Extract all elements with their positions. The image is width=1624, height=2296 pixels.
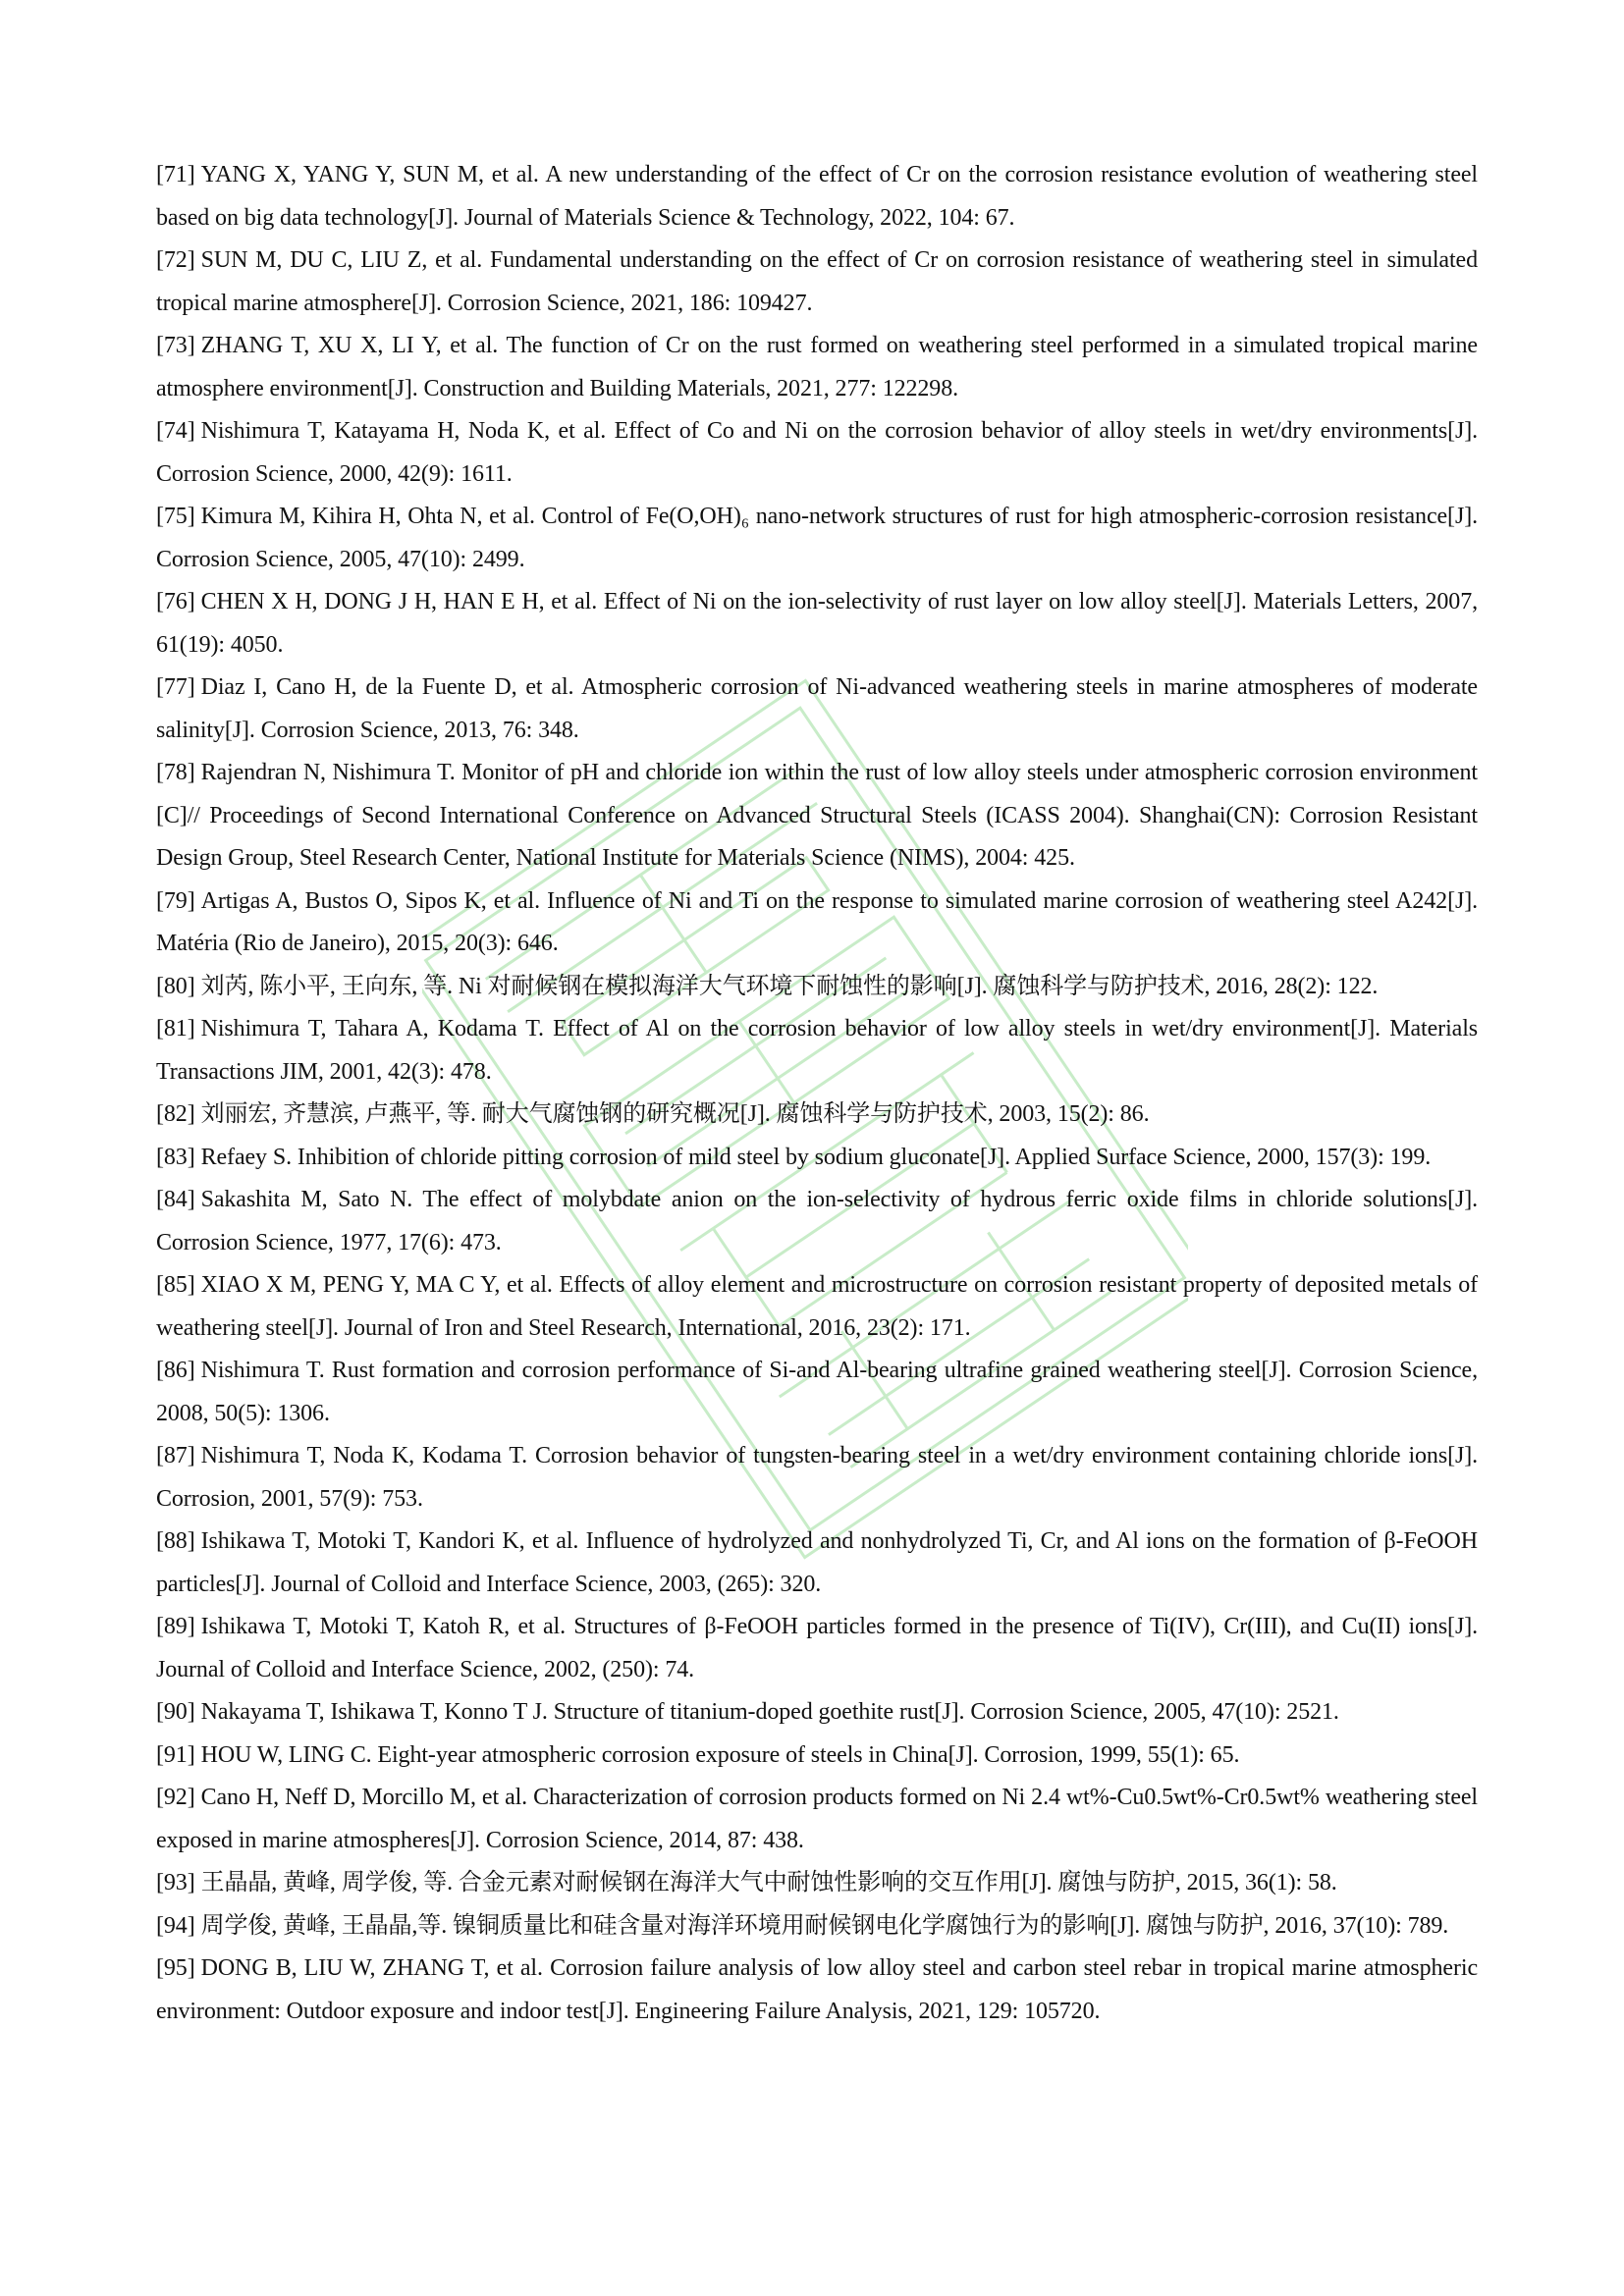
reference-text: HOU W, LING C. Eight-year atmospheric corrosion exposure of steels in China[J]. Corrosion, 1999, 55(1): 65.	[200, 1741, 1240, 1768]
reference-entry	[156, 1735, 1478, 1778]
reference-number: [73]	[156, 333, 195, 358]
reference-entry	[156, 1777, 1478, 1862]
reference-entry	[156, 1606, 1478, 1691]
reference-text: 周学俊, 黄峰, 王晶晶,等. 镍铜质量比和硅含量对海洋环境用耐候钢电化学腐蚀行为的影响[J]. 腐蚀与防护, 2016, 37(10): 789.	[200, 1912, 1449, 1939]
reference-number: [76]	[156, 589, 195, 614]
reference-entry	[156, 1264, 1478, 1350]
reference-text: Diaz I, Cano H, de la Fuente D, et al. Atmospheric corrosion of Ni-advanced weathering steels in marine atmospheres of moderate salinity[J]. Corrosion Science, 2013, 76: 348.	[156, 674, 1478, 743]
reference-text: Ishikawa T, Motoki T, Kandori K, et al. Influence of hydrolyzed and nonhydrolyzed Ti, Cr, and Al ions on the formation of β-FeOOH particles[J]. Journal of Colloid and Interface Science, 2003, (265): 320.	[156, 1528, 1478, 1597]
reference-entry	[156, 410, 1478, 496]
reference-number: [95]	[156, 1955, 195, 1981]
reference-number: [81]	[156, 1016, 195, 1041]
reference-text: Nakayama T, Ishikawa T, Konno T J. Structure of titanium-doped goethite rust[J]. Corrosion Science, 2005, 47(10): 2521.	[200, 1699, 1339, 1725]
reference-text: DONG B, LIU W, ZHANG T, et al. Corrosion failure analysis of low alloy steel and carbon steel rebar in tropical marine atmospheric environment: Outdoor exposure and indoor test[J]. Engineering Failure Analysis, 2021, 129: 105720.	[156, 1955, 1478, 2024]
reference-entry	[156, 325, 1478, 410]
reference-number: [75]	[156, 504, 195, 529]
reference-text: 刘丽宏, 齐慧滨, 卢燕平, 等. 耐大气腐蚀钢的研究概况[J]. 腐蚀科学与防护技术, 2003, 15(2): 86.	[200, 1101, 1150, 1127]
reference-number: [85]	[156, 1272, 195, 1298]
reference-number: [72]	[156, 247, 195, 273]
reference-entry	[156, 1137, 1478, 1180]
reference-entry	[156, 496, 1478, 581]
reference-entry	[156, 881, 1478, 966]
reference-entry	[156, 1862, 1478, 1905]
reference-entry	[156, 752, 1478, 881]
reference-text: Nishimura T. Rust formation and corrosion performance of Si-and Al-bearing ultrafine grained weathering steel[J]. Corrosion Science, 2008, 50(5): 1306.	[156, 1358, 1478, 1426]
reference-number: [71]	[156, 162, 195, 187]
reference-entry	[156, 1948, 1478, 2033]
reference-text: ZHANG T, XU X, LI Y, et al. The function of Cr on the rust formed on weathering steel performed in a simulated tropical marine atmosphere environment[J]. Construction and Building Materials, 2021, 277: 122298.	[156, 333, 1478, 401]
reference-entry	[156, 1691, 1478, 1735]
reference-entry	[156, 1094, 1478, 1137]
reference-number: [93]	[156, 1870, 195, 1896]
reference-entry	[156, 667, 1478, 752]
reference-text: SUN M, DU C, LIU Z, et al. Fundamental understanding on the effect of Cr on corrosion resistance of weathering steel in simulated tropical marine atmosphere[J]. Corrosion Science, 2021, 186: 109427.	[156, 247, 1478, 316]
reference-entry	[156, 1435, 1478, 1521]
reference-entry	[156, 1350, 1478, 1435]
reference-text: YANG X, YANG Y, SUN M, et al. A new understanding of the effect of Cr on the corrosion resistance evolution of weathering steel based on big data technology[J]. Journal of Materials Science & Technology, 2022, 104: 67.	[156, 162, 1478, 231]
reference-number: [90]	[156, 1699, 195, 1725]
reference-number: [92]	[156, 1785, 195, 1810]
reference-number: [80]	[156, 973, 195, 999]
reference-text: XIAO X M, PENG Y, MA C Y, et al. Effects of alloy element and microstructure on corrosion resistant property of deposited metals of weathering steel[J]. Journal of Iron and Steel Research, International, 2016, 23(2): 171.	[156, 1272, 1478, 1341]
reference-text: Nishimura T, Katayama H, Noda K, et al. Effect of Co and Ni on the corrosion behavior of alloy steels in wet/dry environments[J]. Corrosion Science, 2000, 42(9): 1611.	[156, 418, 1478, 487]
reference-text: Nishimura T, Noda K, Kodama T. Corrosion behavior of tungsten-bearing steel in a wet/dry environment containing chloride ions[J]. Corrosion, 2001, 57(9): 753.	[156, 1443, 1478, 1512]
reference-text: Ishikawa T, Motoki T, Katoh R, et al. Structures of β-FeOOH particles formed in the presence of Ti(IV), Cr(III), and Cu(II) ions[J]. Journal of Colloid and Interface Science, 2002, (250): 74.	[156, 1614, 1478, 1682]
reference-entry	[156, 240, 1478, 325]
reference-entry	[156, 1008, 1478, 1094]
reference-text: Rajendran N, Nishimura T. Monitor of pH and chloride ion within the rust of low alloy steels under atmospheric corrosion environment [C]// Proceedings of Second International Conference on Advanced Structural Steels (ICASS 2004). Shanghai(CN): Corrosion Resistant Design Group, Steel Research Center, National Institute for Materials Science (NIMS), 2004: 425.	[156, 760, 1478, 871]
reference-number: [84]	[156, 1187, 195, 1212]
reference-number: [78]	[156, 760, 195, 785]
reference-number: [91]	[156, 1741, 195, 1768]
reference-entry	[156, 1179, 1478, 1264]
reference-entry	[156, 581, 1478, 667]
reference-entry	[156, 966, 1478, 1009]
reference-entry	[156, 1521, 1478, 1606]
reference-number: [83]	[156, 1144, 195, 1170]
reference-text: Refaey S. Inhibition of chloride pitting corrosion of mild steel by sodium gluconate[J]. Applied Surface Science, 2000, 157(3): 199.	[200, 1144, 1432, 1170]
reference-text: Sakashita M, Sato N. The effect of molybdate anion on the ion-selectivity of hydrous ferric oxide films in chloride solutions[J]. Corrosion Science, 1977, 17(6): 473.	[156, 1187, 1478, 1255]
reference-list	[156, 154, 1478, 2033]
reference-text: Kimura M, Kihira H, Ohta N, et al. Control of Fe(O,OH)₆ nano-network structures of rust for high atmospheric-corrosion resistance[J]. Corrosion Science, 2005, 47(10): 2499.	[156, 504, 1478, 572]
reference-number: [94]	[156, 1912, 195, 1939]
reference-text: Artigas A, Bustos O, Sipos K, et al. Influence of Ni and Ti on the response to simulated marine corrosion of weathering steel A242[J]. Matéria (Rio de Janeiro), 2015, 20(3): 646.	[156, 887, 1478, 956]
reference-number: [86]	[156, 1358, 195, 1383]
reference-text: 刘芮, 陈小平, 王向东, 等. Ni 对耐候钢在模拟海洋大气环境下耐蚀性的影响[J]. 腐蚀科学与防护技术, 2016, 28(2): 122.	[200, 973, 1379, 999]
reference-text: Nishimura T, Tahara A, Kodama T. Effect of Al on the corrosion behavior of low alloy steels in wet/dry environment[J]. Materials Transactions JIM, 2001, 42(3): 478.	[156, 1016, 1478, 1085]
reference-number: [79]	[156, 887, 195, 914]
reference-text: 王晶晶, 黄峰, 周学俊, 等. 合金元素对耐候钢在海洋大气中耐蚀性影响的交互作用[J]. 腐蚀与防护, 2015, 36(1): 58.	[200, 1870, 1337, 1896]
reference-number: [87]	[156, 1443, 195, 1468]
reference-number: [88]	[156, 1528, 195, 1554]
reference-entry	[156, 1905, 1478, 1949]
reference-number: [89]	[156, 1614, 195, 1639]
reference-text: CHEN X H, DONG J H, HAN E H, et al. Effect of Ni on the ion-selectivity of rust layer on low alloy steel[J]. Materials Letters, 2007, 61(19): 4050.	[156, 589, 1478, 658]
reference-text: Cano H, Neff D, Morcillo M, et al. Characterization of corrosion products formed on Ni 2.4 wt%-Cu0.5wt%-Cr0.5wt% weathering steel exposed in marine atmospheres[J]. Corrosion Science, 2014, 87: 438.	[156, 1785, 1478, 1853]
reference-number: [82]	[156, 1101, 195, 1127]
reference-number: [77]	[156, 674, 195, 700]
reference-entry	[156, 154, 1478, 240]
reference-number: [74]	[156, 418, 195, 444]
